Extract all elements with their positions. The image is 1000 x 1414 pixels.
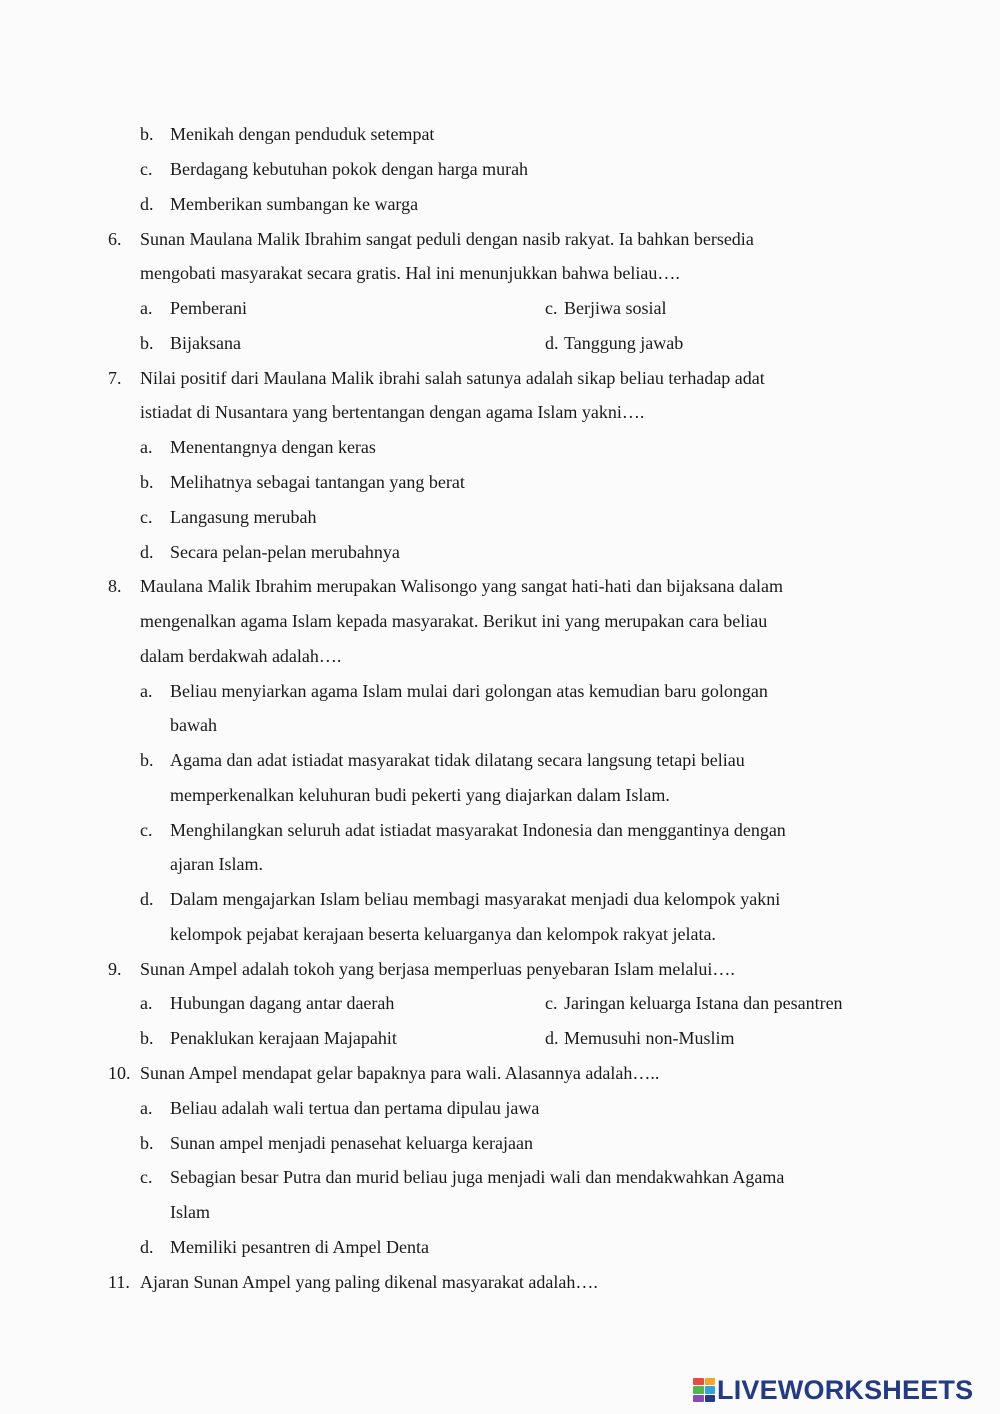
q10-option-b-text: Sunan ampel menjadi penasehat keluarga kerajaan bbox=[170, 1133, 534, 1153]
q7-option-d-text: Secara pelan-pelan merubahnya bbox=[170, 542, 400, 562]
q10-option-c-text: Islam bbox=[170, 1202, 210, 1222]
q10-option-c-text: Sebagian besar Putra dan murid beliau juga menjadi wali dan mendakwahkan Agama bbox=[170, 1167, 785, 1187]
q7-option-b-letter: b. bbox=[140, 472, 154, 492]
q7-option-b-text: Melihatnya sebagai tantangan yang berat bbox=[170, 472, 465, 492]
q7-option-a-text: Menentangnya dengan keras bbox=[170, 437, 376, 457]
q9-option-d-text: Memusuhi non-Muslim bbox=[564, 1028, 735, 1048]
q9-option-b-letter: b. bbox=[140, 1028, 154, 1048]
q9-option-d-letter: d. bbox=[545, 1028, 559, 1048]
q9-option-b-text: Penaklukan kerajaan Majapahit bbox=[170, 1028, 397, 1048]
q9-option-a-letter: a. bbox=[140, 993, 153, 1013]
q6-question-line: Sunan Maulana Malik Ibrahim sangat peduli dengan nasib rakyat. Ia bahkan bersedia bbox=[140, 229, 754, 249]
q5-option-c-text: Berdagang kebutuhan pokok dengan harga murah bbox=[170, 159, 529, 179]
q7-question-line: istiadat di Nusantara yang bertentangan dengan agama Islam yakni…. bbox=[140, 402, 645, 422]
q5-option-c-letter: c. bbox=[140, 159, 153, 179]
q10-option-a-text: Beliau adalah wali tertua dan pertama dipulau jawa bbox=[170, 1098, 540, 1118]
q9-option-a-text: Hubungan dagang antar daerah bbox=[170, 993, 395, 1013]
q10-number: 10. bbox=[108, 1063, 131, 1083]
q5-option-d-text: Memberikan sumbangan ke warga bbox=[170, 194, 419, 214]
q7-number: 7. bbox=[108, 368, 122, 388]
q8-question-line: dalam berdakwah adalah…. bbox=[140, 646, 342, 666]
q8-option-c-letter: c. bbox=[140, 820, 153, 840]
q6-option-a-text: Pemberani bbox=[170, 298, 247, 318]
q8-option-b-text: memperkenalkan keluhuran budi pekerti yang diajarkan dalam Islam. bbox=[170, 785, 670, 805]
q11-question-text: Ajaran Sunan Ampel yang paling dikenal masyarakat adalah…. bbox=[140, 1272, 598, 1292]
q5-option-d-letter: d. bbox=[140, 194, 154, 214]
q6-option-b-text: Bijaksana bbox=[170, 333, 241, 353]
liveworksheets-logo bbox=[693, 1376, 993, 1404]
q8-option-b-text: Agama dan adat istiadat masyarakat tidak dilatang secara langsung tetapi beliau bbox=[170, 750, 745, 770]
q7-option-c-letter: c. bbox=[140, 507, 153, 527]
q8-option-c-text: Menghilangkan seluruh adat istiadat masyarakat Indonesia dan menggantinya dengan bbox=[170, 820, 786, 840]
q6-option-c-letter: c. bbox=[545, 298, 558, 318]
q11-number: 11. bbox=[108, 1272, 130, 1292]
q9-option-c-letter: c. bbox=[545, 993, 558, 1013]
q7-option-a-letter: a. bbox=[140, 437, 153, 457]
q6-number: 6. bbox=[108, 229, 122, 249]
liveworksheets-logo-text: LIVEWORKSHEETS bbox=[717, 1374, 974, 1405]
q10-option-d-letter: d. bbox=[140, 1237, 154, 1257]
q9-question-text: Sunan Ampel adalah tokoh yang berjasa memperluas penyebaran Islam melalui…. bbox=[140, 959, 735, 979]
q8-option-a-text: bawah bbox=[170, 715, 217, 735]
q8-number: 8. bbox=[108, 576, 122, 596]
q6-question-line: mengobati masyarakat secara gratis. Hal ini menunjukkan bahwa beliau…. bbox=[140, 263, 680, 283]
q8-option-b-letter: b. bbox=[140, 750, 154, 770]
q8-question-line: mengenalkan agama Islam kepada masyarakat. Berikut ini yang merupakan cara beliau bbox=[140, 611, 768, 631]
q10-question-text: Sunan Ampel mendapat gelar bapaknya para wali. Alasannya adalah….. bbox=[140, 1063, 660, 1083]
q9-option-c-text: Jaringan keluarga Istana dan pesantren bbox=[564, 993, 843, 1013]
q10-option-b-letter: b. bbox=[140, 1133, 154, 1153]
q7-question-line: Nilai positif dari Maulana Malik ibrahi salah satunya adalah sikap beliau terhadap adat bbox=[140, 368, 765, 388]
q5-option-b-text: Menikah dengan penduduk setempat bbox=[170, 124, 435, 144]
q6-option-b-letter: b. bbox=[140, 333, 154, 353]
q8-option-d-text: Dalam mengajarkan Islam beliau membagi masyarakat menjadi dua kelompok yakni bbox=[170, 889, 781, 909]
liveworksheets-logo-icon bbox=[693, 1378, 715, 1402]
q6-option-c-text: Berjiwa sosial bbox=[564, 298, 667, 318]
q6-option-a-letter: a. bbox=[140, 298, 153, 318]
q10-option-d-text: Memiliki pesantren di Ampel Denta bbox=[170, 1237, 429, 1257]
q6-option-d-letter: d. bbox=[545, 333, 559, 353]
q6-option-d-text: Tanggung jawab bbox=[564, 333, 684, 353]
q7-option-d-letter: d. bbox=[140, 542, 154, 562]
q8-option-a-text: Beliau menyiarkan agama Islam mulai dari golongan atas kemudian baru golongan bbox=[170, 681, 768, 701]
q7-option-c-text: Langasung merubah bbox=[170, 507, 317, 527]
q8-option-d-text: kelompok pejabat kerajaan beserta keluarganya dan kelompok rakyat jelata. bbox=[170, 924, 716, 944]
q8-option-a-letter: a. bbox=[140, 681, 153, 701]
q10-option-c-letter: c. bbox=[140, 1167, 153, 1187]
q8-option-d-letter: d. bbox=[140, 889, 154, 909]
q9-number: 9. bbox=[108, 959, 122, 979]
q10-option-a-letter: a. bbox=[140, 1098, 153, 1118]
q8-option-c-text: ajaran Islam. bbox=[170, 854, 263, 874]
q5-option-b-letter: b. bbox=[140, 124, 154, 144]
q8-question-line: Maulana Malik Ibrahim merupakan Walisongo yang sangat hati-hati dan bijaksana dalam bbox=[140, 576, 784, 596]
